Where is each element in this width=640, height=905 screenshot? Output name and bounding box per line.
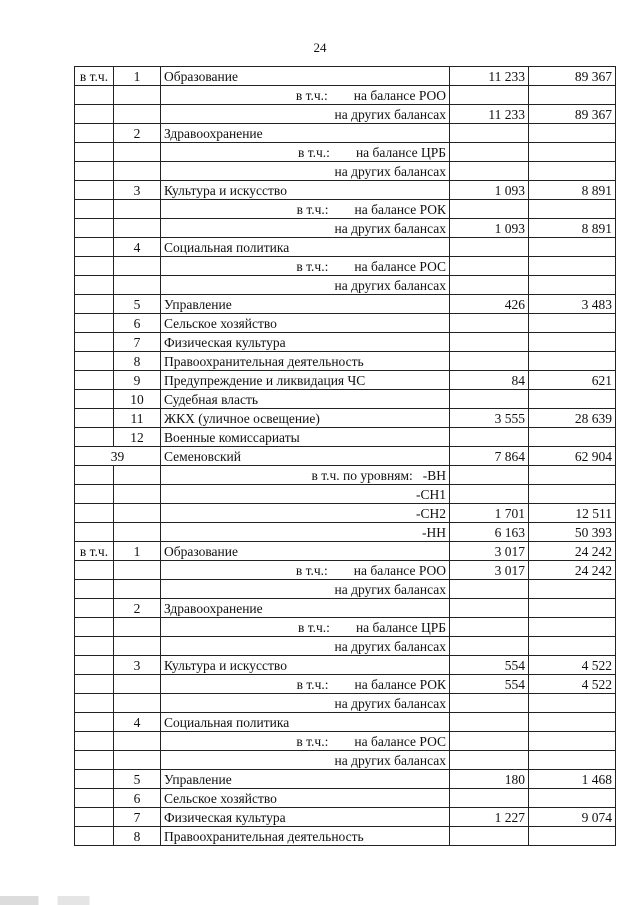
value-2-cell	[529, 257, 616, 276]
value-1-cell: 1 093	[450, 219, 529, 238]
item-number-cell: 6	[114, 314, 161, 333]
item-number-cell	[114, 732, 161, 751]
item-name-cell	[161, 637, 450, 656]
sub-item	[164, 144, 446, 161]
value-1-cell: 1 701	[450, 504, 529, 523]
sub-item	[164, 581, 446, 598]
value-2-cell: 12 511	[529, 504, 616, 523]
sub-item-label: на других балансах	[334, 695, 446, 711]
value-1-cell: 3 555	[450, 409, 529, 428]
sub-item-label: -СН2	[416, 505, 446, 521]
item-name-cell	[161, 580, 450, 599]
item-number-cell	[114, 504, 161, 523]
sub-item-prefix: в т.ч.:	[295, 562, 328, 578]
value-2-cell	[529, 466, 616, 485]
group-marker-cell	[75, 105, 114, 124]
page-number: 24	[313, 40, 327, 55]
table-row	[75, 276, 616, 295]
sub-item-prefix: в т.ч.:	[298, 619, 330, 635]
value-2-cell: 24 242	[529, 542, 616, 561]
value-1-cell	[450, 200, 529, 219]
sub-item-label: на балансе РОО	[353, 562, 446, 578]
table-row	[75, 371, 616, 390]
group-marker-cell	[75, 466, 114, 485]
item-number-cell: 11	[114, 409, 161, 428]
value-2-cell: 62 904	[529, 447, 616, 466]
value-1-cell	[450, 466, 529, 485]
sub-item-label: -СН1	[416, 486, 446, 502]
value-2-cell: 4 522	[529, 656, 616, 675]
group-marker-cell	[75, 713, 114, 732]
sub-item-label: на балансе РОС	[354, 258, 446, 274]
value-2-cell	[529, 732, 616, 751]
value-1-cell: 7 864	[450, 447, 529, 466]
group-marker-cell	[75, 86, 114, 105]
table-row	[75, 732, 616, 751]
item-name-cell: Военные комиссариаты	[161, 428, 450, 447]
value-2-cell	[529, 200, 616, 219]
group-marker-cell	[75, 637, 114, 656]
value-2-cell	[529, 124, 616, 143]
sub-item-label: на других балансах	[334, 220, 446, 236]
sub-item-label: на балансе РОК	[354, 676, 446, 692]
item-name-cell	[161, 694, 450, 713]
group-marker-cell	[75, 124, 114, 143]
value-2-cell	[529, 276, 616, 295]
sub-item-label: на балансе РОК	[354, 201, 446, 217]
item-number-cell: 5	[114, 770, 161, 789]
table-row	[75, 428, 616, 447]
value-1-cell: 1 227	[450, 808, 529, 827]
item-name-cell: Культура и искусство	[161, 181, 450, 200]
value-1-cell: 84	[450, 371, 529, 390]
item-number-cell	[114, 637, 161, 656]
sub-item	[164, 163, 446, 180]
sub-item	[164, 486, 446, 503]
item-name-cell: Управление	[161, 770, 450, 789]
item-name-cell	[161, 618, 450, 637]
group-marker-cell	[75, 827, 114, 846]
item-name-cell: Правоохранительная деятельность	[161, 827, 450, 846]
sub-item	[164, 752, 446, 769]
value-2-cell	[529, 637, 616, 656]
value-1-cell: 180	[450, 770, 529, 789]
value-2-cell: 1 468	[529, 770, 616, 789]
sub-item-prefix: в т.ч.:	[296, 676, 329, 692]
table-row	[75, 181, 616, 200]
table-row	[75, 333, 616, 352]
value-1-cell	[450, 580, 529, 599]
item-name-cell	[161, 732, 450, 751]
item-number-cell	[114, 257, 161, 276]
value-2-cell	[529, 789, 616, 808]
item-name-cell	[161, 86, 450, 105]
table-body	[75, 67, 616, 846]
item-name-cell	[161, 219, 450, 238]
table-row	[75, 504, 616, 523]
group-marker-cell	[75, 504, 114, 523]
value-1-cell	[450, 694, 529, 713]
group-marker-cell: в т.ч.	[75, 542, 114, 561]
group-marker-cell	[75, 656, 114, 675]
group-marker-cell: в т.ч.	[75, 67, 114, 86]
table-row	[75, 618, 616, 637]
group-marker-cell	[75, 257, 114, 276]
group-marker-cell	[75, 238, 114, 257]
item-number-cell	[114, 200, 161, 219]
value-2-cell	[529, 580, 616, 599]
item-name-cell	[161, 276, 450, 295]
value-2-cell	[529, 694, 616, 713]
item-number-cell	[114, 105, 161, 124]
value-1-cell	[450, 751, 529, 770]
item-number-cell: 8	[114, 352, 161, 371]
table-row	[75, 124, 616, 143]
value-2-cell	[529, 333, 616, 352]
value-2-cell	[529, 390, 616, 409]
table-row	[75, 523, 616, 542]
value-1-cell	[450, 352, 529, 371]
sub-item	[164, 201, 446, 218]
table-row	[75, 105, 616, 124]
item-name-cell: Судебная власть	[161, 390, 450, 409]
table-row	[75, 561, 616, 580]
group-marker-cell	[75, 485, 114, 504]
item-number-cell: 2	[114, 124, 161, 143]
sub-item-label: на других балансах	[334, 581, 446, 597]
value-1-cell: 1 093	[450, 181, 529, 200]
value-2-cell: 28 639	[529, 409, 616, 428]
value-2-cell	[529, 143, 616, 162]
section-number-cell: 39	[75, 447, 161, 466]
table-row	[75, 770, 616, 789]
value-1-cell	[450, 143, 529, 162]
item-name-cell: Образование	[161, 542, 450, 561]
value-2-cell: 50 393	[529, 523, 616, 542]
item-name-cell: Сельское хозяйство	[161, 789, 450, 808]
table-row	[75, 694, 616, 713]
item-name-cell: Социальная политика	[161, 238, 450, 257]
item-number-cell	[114, 162, 161, 181]
group-marker-cell	[75, 314, 114, 333]
item-number-cell: 8	[114, 827, 161, 846]
table-row	[75, 390, 616, 409]
item-number-cell	[114, 86, 161, 105]
value-1-cell	[450, 713, 529, 732]
table-row	[75, 143, 616, 162]
item-number-cell: 9	[114, 371, 161, 390]
value-1-cell: 3 017	[450, 542, 529, 561]
item-name-cell: Культура и искусство	[161, 656, 450, 675]
group-marker-cell	[75, 276, 114, 295]
item-number-cell: 3	[114, 656, 161, 675]
table-row	[75, 352, 616, 371]
group-marker-cell	[75, 390, 114, 409]
sub-item-label: на балансе ЦРБ	[355, 144, 446, 160]
group-marker-cell	[75, 808, 114, 827]
sub-item	[164, 524, 446, 541]
item-number-cell: 7	[114, 333, 161, 352]
item-number-cell: 12	[114, 428, 161, 447]
group-marker-cell	[75, 409, 114, 428]
sub-item-label: на других балансах	[334, 277, 446, 293]
value-1-cell	[450, 124, 529, 143]
item-number-cell: 10	[114, 390, 161, 409]
table-row	[75, 751, 616, 770]
value-2-cell	[529, 827, 616, 846]
value-2-cell: 621	[529, 371, 616, 390]
group-marker-cell	[75, 181, 114, 200]
item-number-cell	[114, 219, 161, 238]
sub-item	[164, 695, 446, 712]
table-row	[75, 713, 616, 732]
group-marker-cell	[75, 219, 114, 238]
sub-item-prefix: в т.ч. по уровням:	[311, 467, 413, 483]
sub-item-label: -НН	[422, 524, 446, 540]
item-number-cell: 1	[114, 67, 161, 86]
sub-item	[164, 87, 446, 104]
item-number-cell	[114, 143, 161, 162]
value-2-cell: 8 891	[529, 219, 616, 238]
value-2-cell: 89 367	[529, 67, 616, 86]
item-name-cell	[161, 200, 450, 219]
value-1-cell	[450, 485, 529, 504]
item-number-cell	[114, 466, 161, 485]
value-1-cell	[450, 86, 529, 105]
table-row	[75, 238, 616, 257]
sub-item	[164, 733, 446, 750]
item-name-cell: Правоохранительная деятельность	[161, 352, 450, 371]
value-2-cell: 4 522	[529, 675, 616, 694]
value-1-cell: 554	[450, 656, 529, 675]
sub-item-label: на балансе РОС	[354, 733, 446, 749]
table-row	[75, 409, 616, 428]
item-number-cell	[114, 618, 161, 637]
item-number-cell: 2	[114, 599, 161, 618]
table-row	[75, 656, 616, 675]
sub-item	[164, 619, 446, 636]
sub-item	[164, 258, 446, 275]
item-name-cell	[161, 143, 450, 162]
item-name-cell	[161, 466, 450, 485]
group-marker-cell	[75, 333, 114, 352]
budget-table	[74, 66, 616, 846]
group-marker-cell	[75, 694, 114, 713]
item-name-cell: Предупреждение и ликвидация ЧС	[161, 371, 450, 390]
sub-item-prefix: в т.ч.:	[296, 733, 329, 749]
item-number-cell: 6	[114, 789, 161, 808]
sub-item-label: на других балансах	[334, 638, 446, 654]
item-number-cell	[114, 276, 161, 295]
item-number-cell	[114, 523, 161, 542]
value-2-cell	[529, 485, 616, 504]
value-2-cell	[529, 618, 616, 637]
table-row	[75, 67, 616, 86]
item-number-cell	[114, 485, 161, 504]
value-2-cell	[529, 238, 616, 257]
item-name-cell: Здравоохранение	[161, 599, 450, 618]
item-number-cell	[114, 751, 161, 770]
table-row	[75, 789, 616, 808]
group-marker-cell	[75, 789, 114, 808]
value-1-cell	[450, 276, 529, 295]
item-number-cell	[114, 694, 161, 713]
value-1-cell	[450, 390, 529, 409]
table-row	[75, 257, 616, 276]
table-row	[75, 485, 616, 504]
value-1-cell	[450, 238, 529, 257]
item-name-cell: Здравоохранение	[161, 124, 450, 143]
value-1-cell	[450, 827, 529, 846]
table-row	[75, 466, 616, 485]
item-number-cell	[114, 561, 161, 580]
sub-item-prefix: в т.ч.:	[298, 144, 330, 160]
item-number-cell: 3	[114, 181, 161, 200]
value-2-cell: 9 074	[529, 808, 616, 827]
sub-item-label: на других балансах	[334, 106, 446, 122]
group-marker-cell	[75, 428, 114, 447]
item-name-cell: Физическая культура	[161, 808, 450, 827]
item-number-cell: 5	[114, 295, 161, 314]
item-name-cell	[161, 485, 450, 504]
sub-item	[164, 676, 446, 693]
value-1-cell: 554	[450, 675, 529, 694]
item-name-cell	[161, 504, 450, 523]
item-name-cell	[161, 257, 450, 276]
table-row	[75, 827, 616, 846]
value-1-cell	[450, 618, 529, 637]
group-marker-cell	[75, 618, 114, 637]
value-1-cell	[450, 732, 529, 751]
item-number-cell: 7	[114, 808, 161, 827]
group-marker-cell	[75, 200, 114, 219]
value-1-cell: 11 233	[450, 67, 529, 86]
group-marker-cell	[75, 143, 114, 162]
item-name-cell: Социальная политика	[161, 713, 450, 732]
sub-item	[164, 505, 446, 522]
table-row	[75, 808, 616, 827]
value-2-cell	[529, 428, 616, 447]
item-name-cell	[161, 105, 450, 124]
group-marker-cell	[75, 675, 114, 694]
table-row	[75, 599, 616, 618]
sub-item-label: на других балансах	[334, 163, 446, 179]
item-name-cell: Физическая культура	[161, 333, 450, 352]
table-row	[75, 542, 616, 561]
table-row	[75, 675, 616, 694]
value-2-cell: 8 891	[529, 181, 616, 200]
value-2-cell	[529, 86, 616, 105]
table-row	[75, 580, 616, 599]
item-name-cell	[161, 751, 450, 770]
value-1-cell	[450, 428, 529, 447]
table-row	[75, 86, 616, 105]
item-name-cell	[161, 523, 450, 542]
item-name-cell: Сельское хозяйство	[161, 314, 450, 333]
group-marker-cell	[75, 561, 114, 580]
table-row	[75, 162, 616, 181]
group-marker-cell	[75, 352, 114, 371]
table-row	[75, 200, 616, 219]
group-marker-cell	[75, 732, 114, 751]
value-2-cell: 24 242	[529, 561, 616, 580]
item-name-cell: Семеновский	[161, 447, 450, 466]
group-marker-cell	[75, 751, 114, 770]
group-marker-cell	[75, 770, 114, 789]
table-row	[75, 637, 616, 656]
table-row	[75, 295, 616, 314]
value-1-cell	[450, 599, 529, 618]
value-2-cell	[529, 713, 616, 732]
item-name-cell: Управление	[161, 295, 450, 314]
sub-item-prefix: в т.ч.:	[295, 87, 328, 103]
value-1-cell	[450, 333, 529, 352]
table-row	[75, 314, 616, 333]
value-1-cell	[450, 637, 529, 656]
sub-item	[164, 638, 446, 655]
sub-item-prefix: в т.ч.:	[296, 258, 329, 274]
table-row	[75, 447, 616, 466]
item-name-cell: Образование	[161, 67, 450, 86]
sub-item	[164, 220, 446, 237]
item-name-cell	[161, 675, 450, 694]
item-number-cell: 4	[114, 238, 161, 257]
sub-item	[164, 562, 446, 579]
item-number-cell	[114, 580, 161, 599]
item-number-cell	[114, 675, 161, 694]
item-number-cell: 1	[114, 542, 161, 561]
value-1-cell: 11 233	[450, 105, 529, 124]
value-2-cell	[529, 352, 616, 371]
value-1-cell	[450, 257, 529, 276]
sub-item-label: на балансе ЦРБ	[355, 619, 446, 635]
item-number-cell: 4	[114, 713, 161, 732]
sub-item	[164, 467, 446, 484]
value-1-cell: 426	[450, 295, 529, 314]
value-2-cell	[529, 162, 616, 181]
value-2-cell	[529, 751, 616, 770]
group-marker-cell	[75, 295, 114, 314]
sub-item-label: на других балансах	[334, 752, 446, 768]
table-row	[75, 219, 616, 238]
scan-artifact	[0, 896, 640, 905]
group-marker-cell	[75, 523, 114, 542]
item-name-cell	[161, 162, 450, 181]
group-marker-cell	[75, 580, 114, 599]
sub-item-prefix: в т.ч.:	[296, 201, 329, 217]
sub-item-label: -ВН	[422, 467, 446, 483]
item-name-cell: ЖКХ (уличное освещение)	[161, 409, 450, 428]
sub-item-label: на балансе РОО	[353, 87, 446, 103]
sub-item	[164, 106, 446, 123]
item-name-cell	[161, 561, 450, 580]
value-2-cell	[529, 599, 616, 618]
value-2-cell: 3 483	[529, 295, 616, 314]
value-2-cell: 89 367	[529, 105, 616, 124]
value-1-cell	[450, 314, 529, 333]
value-2-cell	[529, 314, 616, 333]
sub-item	[164, 277, 446, 294]
value-1-cell: 6 163	[450, 523, 529, 542]
value-1-cell: 3 017	[450, 561, 529, 580]
group-marker-cell	[75, 371, 114, 390]
value-1-cell	[450, 789, 529, 808]
group-marker-cell	[75, 599, 114, 618]
value-1-cell	[450, 162, 529, 181]
group-marker-cell	[75, 162, 114, 181]
